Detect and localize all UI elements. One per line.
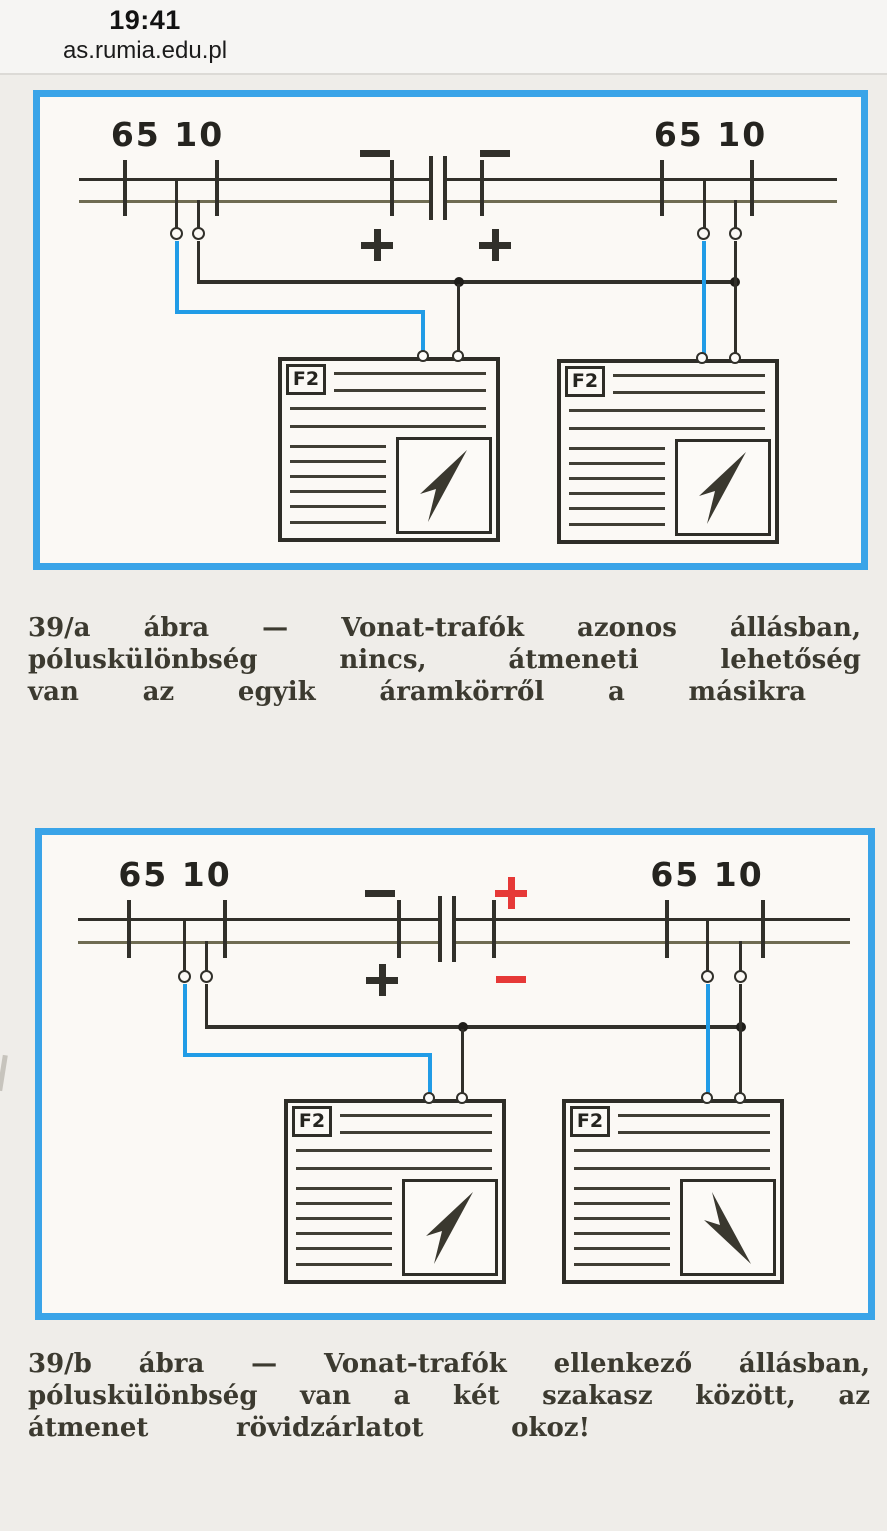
tap-changer-box [675,439,771,536]
winding-line [290,475,386,478]
transformer-box [284,1099,506,1284]
feeder-wire-blue [706,984,710,1099]
winding-line [290,425,486,428]
scan-artifact [0,1055,8,1091]
winding-line [296,1202,392,1205]
caption-line: 39/b ábra — Vonat-trafók ellenkező állásban, [28,1349,870,1379]
winding-line [618,1131,770,1134]
section-label-left: 65 10 [118,855,232,894]
drop-wire [205,941,208,971]
plus-sign [361,229,393,261]
winding-line [296,1247,392,1250]
caption-line: póluskülönbség nincs, átmeneti lehetőség [28,645,861,675]
winding-line [569,477,665,480]
winding-line [340,1114,492,1117]
winding-line [296,1232,392,1235]
f2-badge: F2 [286,364,326,395]
return-wire [205,984,208,1027]
bus-wire [197,280,737,284]
section-separator-tick [452,896,456,962]
terminal-circle [696,352,708,364]
winding-line [613,391,765,394]
caption-line: 39/a ábra — Vonat-trafók azonos állásban, [28,613,861,643]
return-wire [457,284,460,357]
section-gap [442,903,452,955]
section-tick [390,160,394,216]
winding-line [296,1217,392,1220]
winding-line [296,1187,392,1190]
isolator-circle [178,970,191,983]
terminal-circle [452,350,464,362]
drop-wire [183,918,186,971]
terminal-circle [417,350,429,362]
terminal-circle [701,1092,713,1104]
isolator-circle [697,227,710,240]
tap-arrow-ne-icon [686,446,762,530]
section-tick [215,160,219,216]
winding-line [613,374,765,377]
return-wire [461,1029,464,1099]
url-text[interactable]: as.rumia.edu.pl [62,37,228,64]
section-tick [223,900,227,958]
winding-line [290,407,486,410]
tap-arrow-ne-icon [407,444,483,528]
winding-line [569,427,765,430]
section-label-right: 65 10 [653,115,768,154]
tap-changer-box [680,1179,776,1276]
winding-line [290,445,386,448]
section-tick [750,160,754,216]
transformer-box [562,1099,784,1284]
catenary-bottom-line [78,941,850,944]
winding-line [574,1247,670,1250]
drop-wire [739,941,742,971]
caption-39b [28,1348,870,1444]
isolator-circle [192,227,205,240]
winding-line [569,462,665,465]
minus-sign [480,150,510,157]
tap-arrow-se-icon [691,1186,767,1270]
status-bar [0,0,887,75]
caption-39a [28,612,861,708]
drop-wire [175,178,178,228]
plus-sign [479,229,511,261]
tap-changer-box [396,437,492,534]
clock-text: 19:41 [109,5,181,35]
section-tick [480,160,484,216]
winding-line [290,521,386,524]
feeder-wire-blue [183,984,187,1057]
terminal-circle [729,352,741,364]
winding-line [574,1187,670,1190]
winding-line [569,492,665,495]
drop-wire [706,918,709,971]
caption-line: van az egyik áramkörről a másikra [28,677,806,707]
caption-line: póluskülönbség van a két szakasz között, az [28,1381,870,1411]
transformer-box [278,357,500,542]
winding-line [340,1131,492,1134]
section-tick [660,160,664,216]
winding-line [569,507,665,510]
winding-line [574,1202,670,1205]
isolator-circle [170,227,183,240]
winding-line [574,1263,670,1266]
catenary-bottom-line [79,200,837,203]
minus-sign [365,890,395,897]
drop-wire [703,178,706,228]
section-label-right: 65 10 [650,855,764,894]
winding-line [334,389,486,392]
isolator-circle [701,970,714,983]
f2-badge: F2 [292,1106,332,1137]
winding-line [334,372,486,375]
section-tick [127,900,131,958]
winding-line [290,460,386,463]
section-label-left: 65 10 [110,115,225,154]
winding-line [574,1167,770,1170]
feeder-wire-blue [702,241,706,359]
caption-line: átmenet rövidzárlatot okoz! [28,1413,590,1443]
winding-line [569,447,665,450]
f2-badge: F2 [565,366,605,397]
section-separator-tick [429,156,433,220]
section-tick [665,900,669,958]
isolator-circle [734,970,747,983]
f2-badge: F2 [570,1106,610,1137]
section-separator-tick [438,896,442,962]
terminal-circle [456,1092,468,1104]
drop-wire [197,200,200,229]
catenary-top-line [78,918,850,921]
feeder-wire-blue [175,241,179,314]
feeder-wire-blue [183,1053,432,1057]
winding-line [618,1114,770,1117]
winding-line [290,490,386,493]
catenary-top-line [79,178,837,181]
feeder-wire-blue [175,310,425,314]
winding-line [574,1149,770,1152]
winding-line [569,409,765,412]
section-tick [397,900,401,958]
terminal-circle [734,1092,746,1104]
section-tick [761,900,765,958]
bus-wire [205,1025,743,1029]
drop-wire [734,200,737,229]
winding-line [574,1232,670,1235]
winding-line [296,1167,492,1170]
section-gap [433,163,443,213]
winding-line [296,1263,392,1266]
plus-sign-red [495,877,527,909]
winding-line [569,523,665,526]
section-separator-tick [443,156,447,220]
tap-changer-box [402,1179,498,1276]
tap-arrow-ne-icon [413,1186,489,1270]
figure-39a [33,90,868,570]
return-wire [739,984,742,1099]
minus-sign [360,150,390,157]
winding-line [296,1149,492,1152]
plus-sign [366,964,398,996]
winding-line [574,1217,670,1220]
transformer-box [557,359,779,544]
figure-39b [35,828,875,1320]
isolator-circle [729,227,742,240]
isolator-circle [200,970,213,983]
return-wire [734,241,737,359]
return-wire [197,241,200,282]
minus-sign-red [496,976,526,983]
winding-line [290,505,386,508]
section-tick [123,160,127,216]
terminal-circle [423,1092,435,1104]
